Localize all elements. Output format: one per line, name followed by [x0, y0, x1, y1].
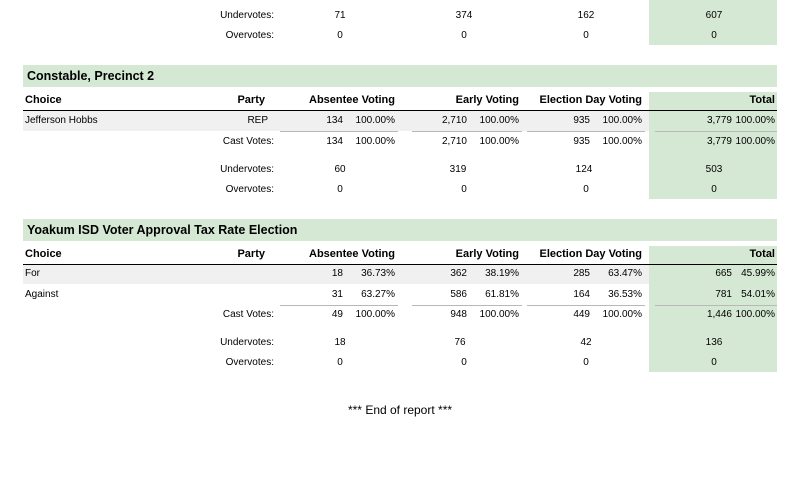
- constable-header-election-day: Election Day Voting: [539, 94, 642, 106]
- constable-cast-rule-total: [655, 131, 777, 132]
- yoakum-row-for-early-pct: 38.19%: [485, 268, 519, 279]
- constable-title: Constable, Precinct 2: [27, 69, 155, 83]
- undervotes-label: Undervotes:: [220, 10, 274, 21]
- constable-header-choice: Choice: [25, 94, 62, 106]
- yoakum-row-for-choice: For: [25, 268, 40, 279]
- yoakum-header-election-day: Election Day Voting: [539, 248, 642, 260]
- yoakum-overvotes-election-day: 0: [583, 357, 589, 368]
- yoakum-cast-label: Cast Votes:: [222, 309, 274, 320]
- constable-overvotes-early: 0: [461, 184, 467, 195]
- constable-row-total-pct: 100.00%: [735, 115, 775, 126]
- yoakum-overvotes-total: 0: [711, 357, 717, 368]
- constable-row-choice: Jefferson Hobbs: [25, 115, 98, 126]
- constable-undervotes-early: 319: [449, 164, 467, 175]
- yoakum-cast-abs-pct: 100.00%: [355, 309, 395, 320]
- yoakum-row-for-abs-pct: 36.73%: [361, 268, 395, 279]
- yoakum-title: Yoakum ISD Voter Approval Tax Rate Election: [27, 223, 298, 237]
- yoakum-row-for-early-count: 362: [450, 268, 467, 279]
- yoakum-row-against-early-pct: 61.81%: [485, 289, 519, 300]
- constable-cast-total-count: 3,779: [706, 136, 732, 147]
- yoakum-cast-rule-election-day: [527, 305, 645, 306]
- constable-header-early: Early Voting: [455, 94, 519, 106]
- yoakum-cast-rule-absentee: [280, 305, 398, 306]
- yoakum-cast-rule-early: [412, 305, 522, 306]
- yoakum-row-for-ed-count: 285: [573, 268, 590, 279]
- undervotes-absentee: 71: [334, 10, 346, 21]
- overvotes-label: Overvotes:: [225, 30, 274, 41]
- constable-overvotes-election-day: 0: [583, 184, 589, 195]
- yoakum-row-against-early-count: 586: [450, 289, 467, 300]
- yoakum-cast-ed-pct: 100.00%: [602, 309, 642, 320]
- yoakum-row-against-choice: Against: [25, 289, 59, 300]
- yoakum-cast-early-pct: 100.00%: [479, 309, 519, 320]
- overvotes-absentee: 0: [337, 30, 343, 41]
- constable-undervotes-label: Undervotes:: [220, 164, 274, 175]
- yoakum-row-against-total-pct: 54.01%: [741, 289, 775, 300]
- constable-overvotes-absentee: 0: [337, 184, 343, 195]
- constable-row-abs-pct: 100.00%: [355, 115, 395, 126]
- yoakum-header-absentee: Absentee Voting: [309, 248, 395, 260]
- constable-row-ed-pct: 100.00%: [602, 115, 642, 126]
- yoakum-cast-total-count: 1,446: [706, 309, 732, 320]
- overvotes-election-day: 0: [583, 30, 589, 41]
- yoakum-row-against-abs-count: 31: [331, 289, 343, 300]
- yoakum-overvotes-label: Overvotes:: [225, 357, 274, 368]
- yoakum-overvotes-early: 0: [461, 357, 467, 368]
- yoakum-row-against-ed-pct: 36.53%: [608, 289, 642, 300]
- constable-cast-abs-count: 134: [326, 136, 343, 147]
- constable-row-party: REP: [247, 115, 268, 126]
- yoakum-header-party: Party: [237, 248, 265, 260]
- yoakum-row-for-total-pct: 45.99%: [741, 268, 775, 279]
- end-of-report: *** End of report ***: [347, 403, 453, 417]
- constable-overvotes-total: 0: [711, 184, 717, 195]
- constable-cast-ed-pct: 100.00%: [602, 136, 642, 147]
- yoakum-header-early: Early Voting: [455, 248, 519, 260]
- constable-row-abs-count: 134: [326, 115, 343, 126]
- constable-overvotes-label: Overvotes:: [225, 184, 274, 195]
- yoakum-row-against-total-count: 781: [715, 289, 732, 300]
- overvotes-total: 0: [711, 30, 717, 41]
- undervotes-early: 374: [455, 10, 473, 21]
- undervotes-total: 607: [705, 10, 723, 21]
- constable-cast-rule-early: [412, 131, 522, 132]
- constable-header-total: Total: [749, 94, 775, 106]
- yoakum-undervotes-early: 76: [454, 337, 466, 348]
- constable-cast-label: Cast Votes:: [222, 136, 274, 147]
- yoakum-cast-rule-total: [655, 305, 777, 306]
- yoakum-row-for-total-count: 665: [715, 268, 732, 279]
- yoakum-undervotes-total: 136: [705, 337, 723, 348]
- yoakum-overvotes-absentee: 0: [337, 357, 343, 368]
- constable-header-absentee: Absentee Voting: [309, 94, 395, 106]
- constable-row-ed-count: 935: [573, 115, 590, 126]
- yoakum-cast-total-pct: 100.00%: [735, 309, 775, 320]
- constable-cast-abs-pct: 100.00%: [355, 136, 395, 147]
- constable-undervotes-absentee: 60: [334, 164, 346, 175]
- yoakum-undervotes-election-day: 42: [580, 337, 592, 348]
- yoakum-row-for-abs-count: 18: [331, 268, 343, 279]
- yoakum-row-against-abs-pct: 63.27%: [361, 289, 395, 300]
- constable-cast-total-pct: 100.00%: [735, 136, 775, 147]
- yoakum-undervotes-absentee: 18: [334, 337, 346, 348]
- yoakum-header-choice: Choice: [25, 248, 62, 260]
- yoakum-row-for-ed-pct: 63.47%: [608, 268, 642, 279]
- undervotes-election-day: 162: [577, 10, 595, 21]
- constable-cast-early-pct: 100.00%: [479, 136, 519, 147]
- constable-row-early-count: 2,710: [441, 115, 467, 126]
- yoakum-cast-ed-count: 449: [573, 309, 590, 320]
- constable-row-total-count: 3,779: [706, 115, 732, 126]
- constable-undervotes-election-day: 124: [575, 164, 593, 175]
- yoakum-undervotes-label: Undervotes:: [220, 337, 274, 348]
- constable-row-early-pct: 100.00%: [479, 115, 519, 126]
- yoakum-cast-early-count: 948: [450, 309, 467, 320]
- overvotes-early: 0: [461, 30, 467, 41]
- yoakum-cast-abs-count: 49: [331, 309, 343, 320]
- constable-cast-rule-absentee: [280, 131, 398, 132]
- constable-cast-early-count: 2,710: [441, 136, 467, 147]
- constable-cast-ed-count: 935: [573, 136, 590, 147]
- constable-cast-rule-election-day: [527, 131, 645, 132]
- constable-undervotes-total: 503: [705, 164, 723, 175]
- yoakum-header-total: Total: [749, 248, 775, 260]
- constable-header-party: Party: [237, 94, 265, 106]
- yoakum-row-against-ed-count: 164: [573, 289, 590, 300]
